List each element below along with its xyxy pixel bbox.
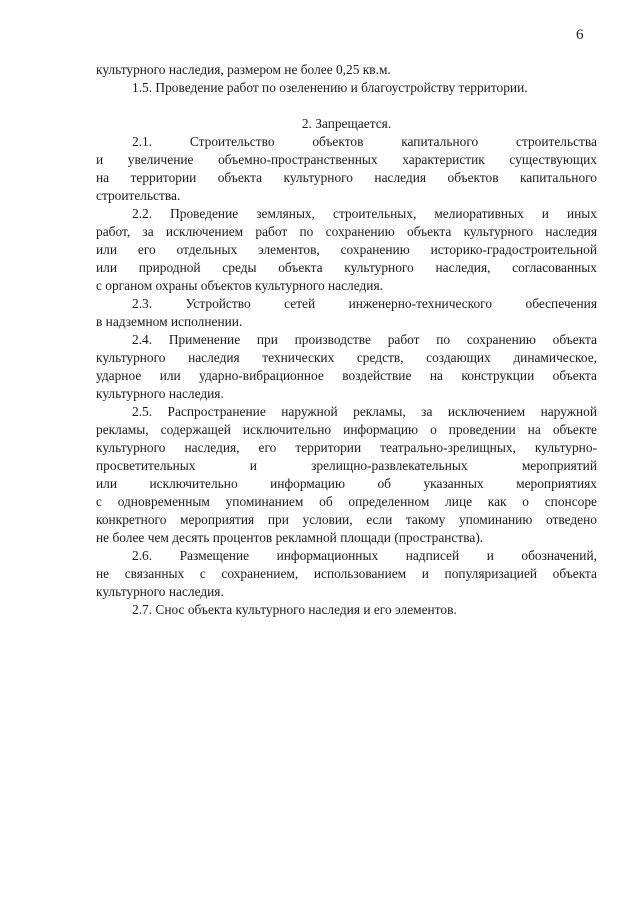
- page-number: 6: [576, 27, 584, 43]
- text-line: конкретного мероприятия при условии, если такому упоминанию отведено: [96, 512, 597, 527]
- text-line: на территории объекта культурного наследия объектов капитального: [96, 170, 597, 185]
- text-line: 2.2. Проведение земляных, строительных, мелиоративных и иных: [132, 206, 597, 221]
- text-line: рекламы, содержащей исключительно информацию о проведении на объекте: [96, 422, 597, 437]
- text-line: культурного наследия.: [96, 386, 224, 401]
- text-line: культурного наследия, его территории театрально-зрелищных, культурно-: [96, 440, 597, 455]
- text-line: просветительных и зрелищно-развлекательных мероприятий: [96, 458, 597, 473]
- text-line: 2.5. Распространение наружной рекламы, за исключением наружной: [132, 404, 597, 419]
- text-line: 2.6. Размещение информационных надписей и обозначений,: [132, 548, 597, 563]
- text-line: или природной среды объекта культурного наследия, согласованных: [96, 260, 597, 275]
- text-line: культурного наследия технических средств, создающих динамическое,: [96, 350, 597, 365]
- text-line: культурного наследия, размером не более 0,25 кв.м.: [96, 62, 391, 77]
- text-line: и увеличение объемно-пространственных характеристик существующих: [96, 152, 597, 167]
- text-line: 2.1. Строительство объектов капитального строительства: [132, 134, 597, 149]
- text-line: культурного наследия.: [96, 584, 224, 599]
- text-line: ударное или ударно-вибрационное воздействие на конструкции объекта: [96, 368, 597, 383]
- text-line: 2.4. Применение при производстве работ по сохранению объекта: [132, 332, 597, 347]
- text-line: не связанных с сохранением, использованием и популяризацией объекта: [96, 566, 597, 581]
- text-line: работ, за исключением работ по сохранению объекта культурного наследия: [96, 224, 597, 239]
- text-line: 1.5. Проведение работ по озеленению и благоустройству территории.: [132, 80, 528, 95]
- text-line: с одновременным упоминанием об определенном лице как о спонсоре: [96, 494, 597, 509]
- text-line: 2.3. Устройство сетей инженерно-технического обеспечения: [132, 296, 597, 311]
- text-line: с органом охраны объектов культурного наследия.: [96, 278, 383, 293]
- text-line: или его отдельных элементов, сохранению историко-градостроительной: [96, 242, 597, 257]
- text-line: 2.7. Снос объекта культурного наследия и его элементов.: [132, 602, 457, 617]
- section-heading: 2. Запрещается.: [301, 116, 392, 131]
- text-line: не более чем десять процентов рекламной площади (пространства).: [96, 530, 484, 545]
- text-line: или исключительно информацию об указанных мероприятиях: [96, 476, 597, 491]
- text-line: в надземном исполнении.: [96, 314, 243, 329]
- text-line: строительства.: [96, 188, 181, 203]
